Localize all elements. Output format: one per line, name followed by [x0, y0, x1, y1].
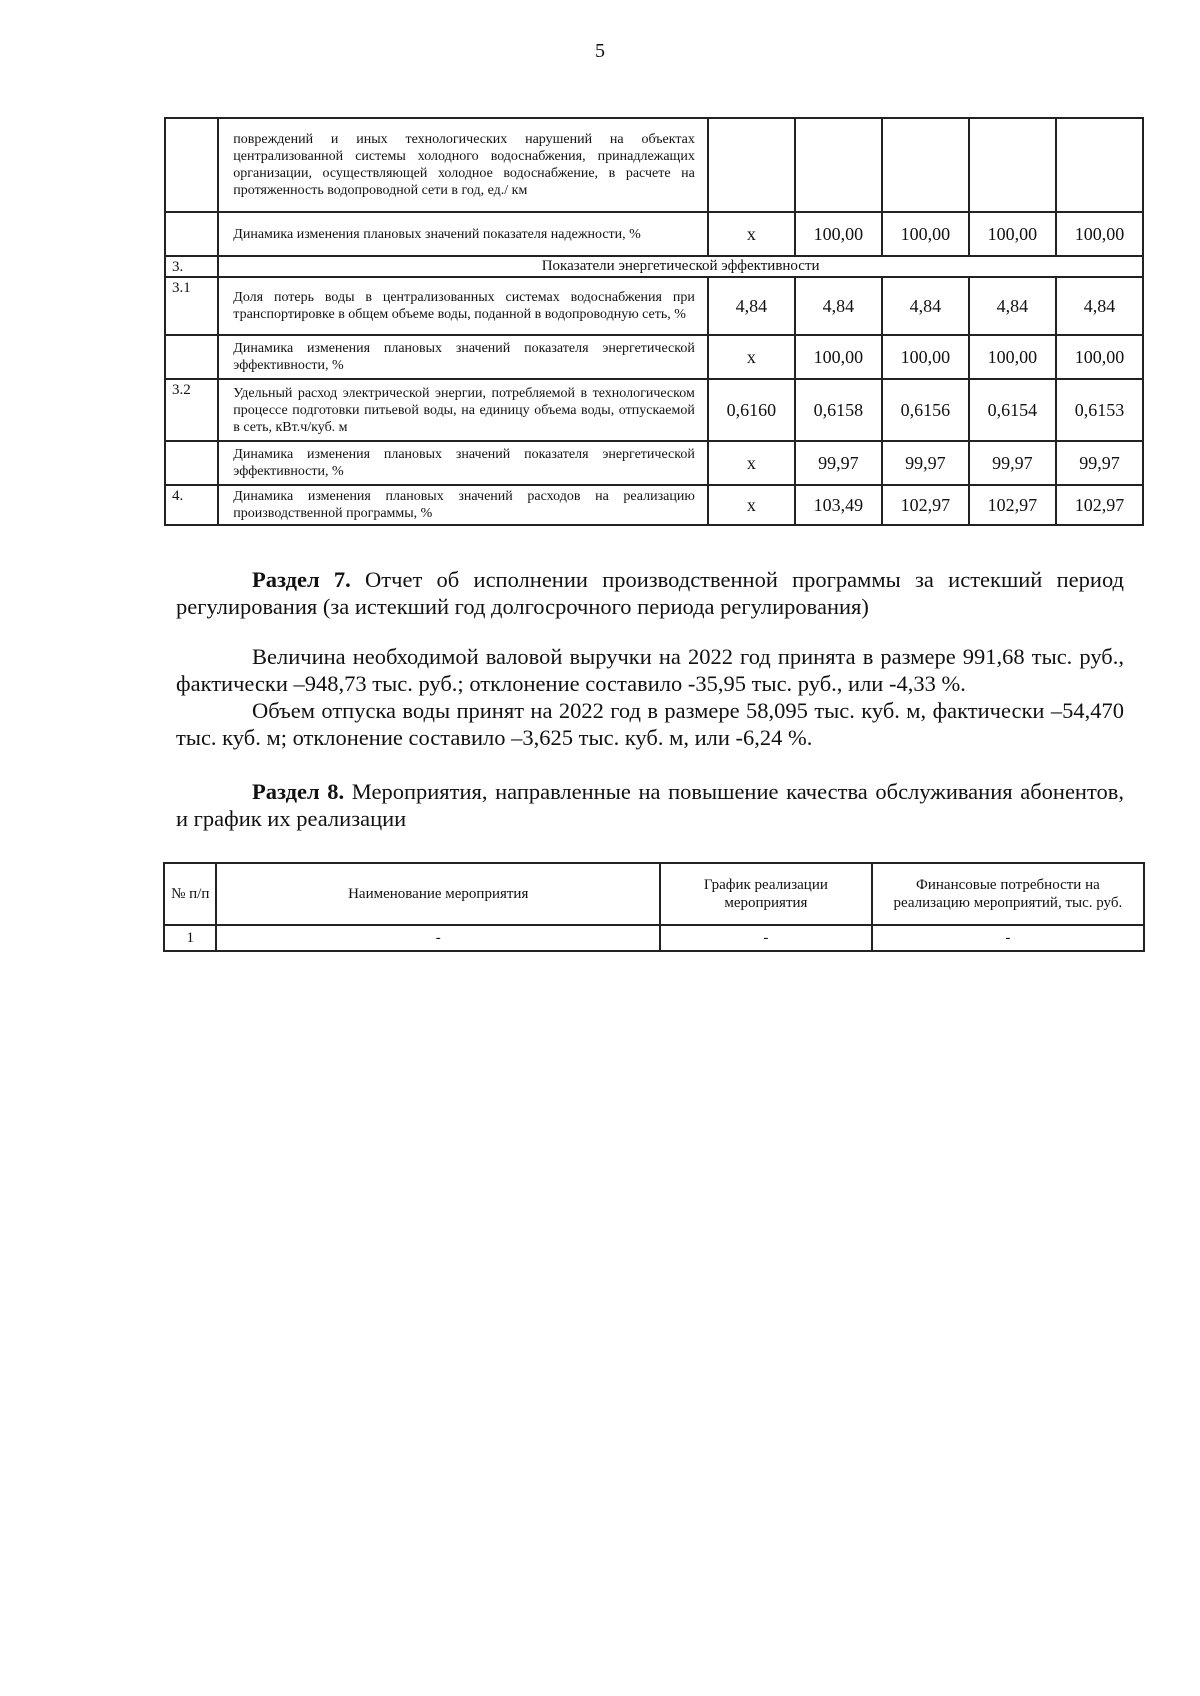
value-cell: 4,84 — [708, 277, 795, 335]
table-row — [165, 441, 1143, 485]
value-cell — [882, 118, 969, 212]
row-number: 4. — [165, 485, 218, 525]
cell-number: 1 — [164, 925, 216, 951]
cell-financial-needs: - — [872, 925, 1144, 951]
row-number — [165, 441, 218, 485]
indicator-description: Динамика изменения плановых значений показателя надежности, % — [218, 212, 708, 256]
indicator-description: Динамика изменения плановых значений расходов на реализацию производственной программы, % — [218, 485, 708, 525]
value-cell: 99,97 — [795, 441, 882, 485]
value-cell: 100,00 — [1056, 212, 1143, 256]
value-cell: х — [708, 335, 795, 379]
value-cell: 4,84 — [1056, 277, 1143, 335]
indicator-description: Удельный расход электрической энергии, потребляемой в технологическом процессе подготовки питьевой воды, на единицу объема воды, отпускаемой в сеть, кВт.ч/куб. м — [218, 379, 708, 441]
value-cell: 100,00 — [882, 335, 969, 379]
table-row — [165, 277, 1143, 335]
section8-heading-text: Мероприятия, направленные на повышение качества обслуживания абонентов, и график их реализации — [176, 779, 1125, 831]
value-cell: 0,6158 — [795, 379, 882, 441]
table-row — [165, 212, 1143, 256]
section7-heading-text: Отчет об исполнении производственной программы за истекший период регулирования (за истекший год долгосрочного периода регулирования) — [176, 567, 1124, 619]
table-row — [165, 485, 1143, 525]
indicator-description: Динамика изменения плановых значений показателя энергетической эффективности, % — [218, 335, 708, 379]
value-cell: 100,00 — [969, 212, 1056, 256]
value-cell — [708, 118, 795, 212]
value-cell: 100,00 — [1056, 335, 1143, 379]
row-number — [165, 212, 218, 256]
section7-paragraph-2: Объем отпуска воды принят на 2022 год в размере 58,095 тыс. куб. м, фактически –54,470 тыс. куб. м; отклонение составило –3,625 тыс. куб. м, или -6,24 %. — [176, 698, 1124, 750]
table-row — [165, 256, 1143, 277]
section8-label: Раздел 8. — [252, 779, 345, 804]
value-cell — [969, 118, 1056, 212]
section7-label: Раздел 7. — [252, 567, 351, 592]
value-cell: 100,00 — [882, 212, 969, 256]
indicator-description: Доля потерь воды в централизованных системах водоснабжения при транспортировке в общем объеме воды, поданной в водопроводную сеть, % — [218, 277, 708, 335]
value-cell: 102,97 — [969, 485, 1056, 525]
table-row — [164, 925, 1144, 951]
table-row — [165, 118, 1143, 212]
header-financial-needs: Финансовые потребности на реализацию мероприятий, тыс. руб. — [872, 863, 1144, 925]
indicator-description: повреждений и иных технологических нарушений на объектах централизованной системы холодного водоснабжения, принадлежащих организации, осуществляющей холодное водоснабжение, в расчете на протяженность водопроводной сети в год, ед./ км — [218, 118, 708, 212]
cell-schedule: - — [660, 925, 872, 951]
value-cell: 103,49 — [795, 485, 882, 525]
row-number — [165, 118, 218, 212]
value-cell: 100,00 — [795, 212, 882, 256]
row-number: 3. — [165, 256, 218, 277]
value-cell: 0,6156 — [882, 379, 969, 441]
value-cell: 102,97 — [882, 485, 969, 525]
value-cell: 99,97 — [882, 441, 969, 485]
table-header-row — [164, 863, 1144, 925]
header-measure-name: Наименование мероприятия — [216, 863, 660, 925]
value-cell — [795, 118, 882, 212]
value-cell: 0,6160 — [708, 379, 795, 441]
indicator-description: Динамика изменения плановых значений показателя энергетической эффективности, % — [218, 441, 708, 485]
page-number: 5 — [595, 40, 605, 62]
indicators-table — [164, 117, 1144, 526]
value-cell: 4,84 — [969, 277, 1056, 335]
value-cell: 102,97 — [1056, 485, 1143, 525]
value-cell: х — [708, 212, 795, 256]
value-cell: 4,84 — [795, 277, 882, 335]
header-schedule: График реализации мероприятия — [660, 863, 872, 925]
value-cell: 99,97 — [1056, 441, 1143, 485]
section8-heading — [176, 778, 1124, 832]
measures-table — [163, 862, 1145, 952]
section7-heading — [176, 566, 1124, 620]
row-number: 3.1 — [165, 277, 218, 335]
value-cell: 100,00 — [969, 335, 1056, 379]
value-cell: 100,00 — [795, 335, 882, 379]
value-cell — [1056, 118, 1143, 212]
section-title: Показатели энергетической эффективности — [218, 256, 1143, 277]
table-row — [165, 335, 1143, 379]
value-cell: 99,97 — [969, 441, 1056, 485]
value-cell: 4,84 — [882, 277, 969, 335]
value-cell: х — [708, 485, 795, 525]
value-cell: х — [708, 441, 795, 485]
value-cell: 0,6154 — [969, 379, 1056, 441]
row-number — [165, 335, 218, 379]
value-cell: 0,6153 — [1056, 379, 1143, 441]
section7-paragraph-1: Величина необходимой валовой выручки на 2022 год принята в размере 991,68 тыс. руб., фактически –948,73 тыс. руб.; отклонение составило -35,95 тыс. руб., или -4,33 %. — [176, 644, 1124, 696]
header-number: № п/п — [164, 863, 216, 925]
table-row — [165, 379, 1143, 441]
cell-measure-name: - — [216, 925, 660, 951]
row-number: 3.2 — [165, 379, 218, 441]
